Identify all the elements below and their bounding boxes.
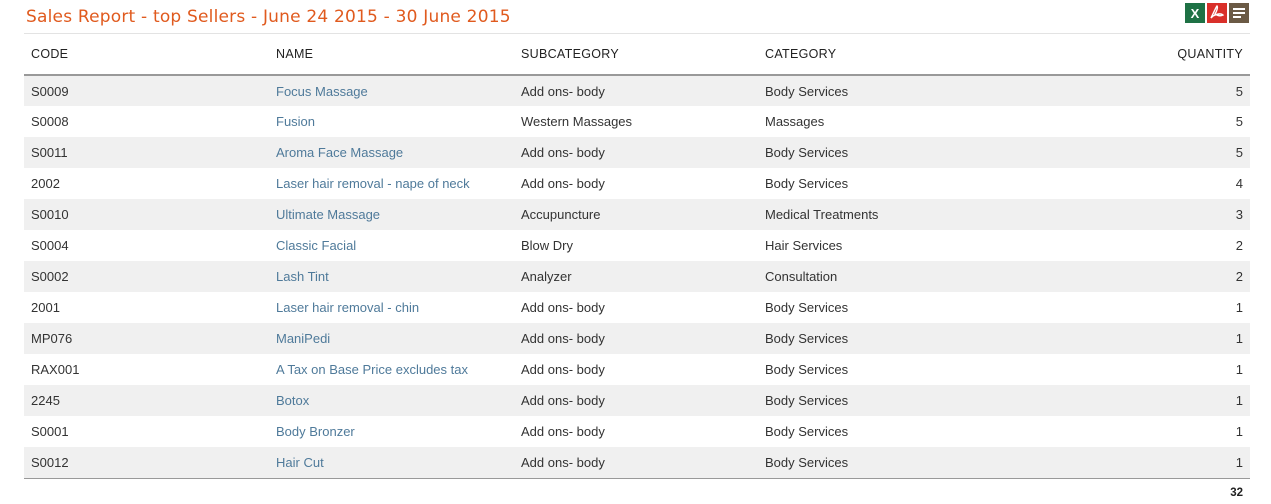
cell-subcategory: Add ons- body (521, 424, 605, 439)
table-row (24, 106, 1250, 137)
cell-subcategory: Blow Dry (521, 238, 574, 253)
cell-name[interactable]: Body Bronzer (276, 424, 355, 439)
cell-code: 2001 (31, 300, 60, 315)
cell-quantity: 1 (1235, 424, 1243, 439)
text-export-icon[interactable] (1229, 3, 1249, 23)
cell-name[interactable]: Botox (269, 385, 514, 416)
cell-quantity: 2 (1235, 238, 1243, 253)
column-header-subcategory[interactable]: SUBCATEGORY (514, 34, 758, 75)
cell-name[interactable]: Fusion (276, 114, 316, 129)
column-header-name[interactable]: NAME (269, 34, 514, 75)
cell-category: Body Services (765, 176, 849, 191)
cell-code: S0011 (24, 137, 269, 168)
report-table-container (24, 33, 1250, 479)
table-row (24, 137, 1250, 168)
cell-name[interactable]: Classic Facial (276, 238, 357, 253)
cell-code: 2002 (31, 176, 60, 191)
cell-category: Consultation (758, 261, 1002, 292)
table-row (24, 323, 1250, 354)
cell-subcategory: Western Massages (521, 114, 633, 129)
cell-name[interactable]: Aroma Face Massage (269, 137, 514, 168)
table-row (24, 354, 1250, 385)
table-header-row (24, 34, 1250, 75)
cell-category: Massages (765, 114, 825, 129)
cell-subcategory: Analyzer (514, 261, 758, 292)
cell-category: Body Services (758, 385, 1002, 416)
cell-category: Hair Services (765, 238, 843, 253)
table-row (24, 75, 1250, 106)
cell-quantity: 5 (1002, 137, 1250, 168)
cell-quantity: 1 (1235, 300, 1243, 315)
column-header-category[interactable]: CATEGORY (758, 34, 1002, 75)
table-body (24, 75, 1250, 478)
cell-category: Body Services (758, 75, 1002, 106)
cell-quantity: 1 (1002, 323, 1250, 354)
table-row (24, 447, 1250, 478)
cell-subcategory: Add ons- body (521, 300, 605, 315)
cell-subcategory: Add ons- body (514, 75, 758, 106)
cell-category: Body Services (758, 323, 1002, 354)
table-row (24, 261, 1250, 292)
cell-quantity: 3 (1002, 199, 1250, 230)
cell-code: S0012 (24, 447, 269, 478)
cell-code: S0004 (31, 238, 69, 253)
column-header-quantity[interactable]: QUANTITY (1002, 34, 1250, 75)
cell-code: S0001 (31, 424, 69, 439)
cell-subcategory: Add ons- body (514, 447, 758, 478)
top-sellers-table (24, 34, 1250, 478)
cell-category: Medical Treatments (758, 199, 1002, 230)
cell-name[interactable]: Laser hair removal - nape of neck (276, 176, 470, 191)
cell-name[interactable]: Lash Tint (269, 261, 514, 292)
cell-code: 2245 (24, 385, 269, 416)
cell-category: Body Services (765, 362, 849, 377)
report-title: Sales Report - top Sellers - June 24 2015 - 30 June 2015 (26, 7, 511, 27)
cell-subcategory: Add ons- body (514, 385, 758, 416)
cell-code: S0008 (31, 114, 69, 129)
cell-subcategory: Add ons- body (514, 323, 758, 354)
table-row (24, 292, 1250, 323)
cell-category: Body Services (765, 424, 849, 439)
cell-code: S0002 (24, 261, 269, 292)
cell-category: Body Services (765, 300, 849, 315)
total-quantity: 32 (1230, 487, 1243, 499)
cell-quantity: 1 (1235, 362, 1243, 377)
cell-quantity: 5 (1002, 75, 1250, 106)
cell-code: MP076 (24, 323, 269, 354)
pdf-export-icon[interactable] (1207, 3, 1227, 23)
cell-name[interactable]: ManiPedi (269, 323, 514, 354)
cell-quantity: 1 (1002, 385, 1250, 416)
cell-code: S0010 (24, 199, 269, 230)
cell-name[interactable]: Laser hair removal - chin (276, 300, 420, 315)
cell-name[interactable]: A Tax on Base Price excludes tax (276, 362, 468, 377)
table-row (24, 385, 1250, 416)
cell-quantity: 4 (1235, 176, 1243, 191)
cell-quantity: 1 (1002, 447, 1250, 478)
table-row (24, 168, 1250, 199)
table-row (24, 230, 1250, 261)
cell-name[interactable]: Ultimate Massage (269, 199, 514, 230)
column-header-code[interactable]: CODE (24, 34, 269, 75)
cell-subcategory: Add ons- body (521, 362, 605, 377)
cell-quantity: 5 (1235, 114, 1243, 129)
export-toolbar (1185, 3, 1249, 23)
cell-category: Body Services (758, 137, 1002, 168)
table-row (24, 416, 1250, 447)
cell-quantity: 2 (1002, 261, 1250, 292)
table-divider (24, 478, 1250, 479)
cell-subcategory: Add ons- body (514, 137, 758, 168)
cell-subcategory: Add ons- body (521, 176, 605, 191)
table-row (24, 199, 1250, 230)
cell-subcategory: Accupuncture (514, 199, 758, 230)
cell-code: RAX001 (31, 362, 80, 377)
cell-name[interactable]: Focus Massage (269, 75, 514, 106)
cell-category: Body Services (758, 447, 1002, 478)
cell-code: S0009 (24, 75, 269, 106)
cell-name[interactable]: Hair Cut (269, 447, 514, 478)
excel-export-icon[interactable]: X (1185, 3, 1205, 23)
